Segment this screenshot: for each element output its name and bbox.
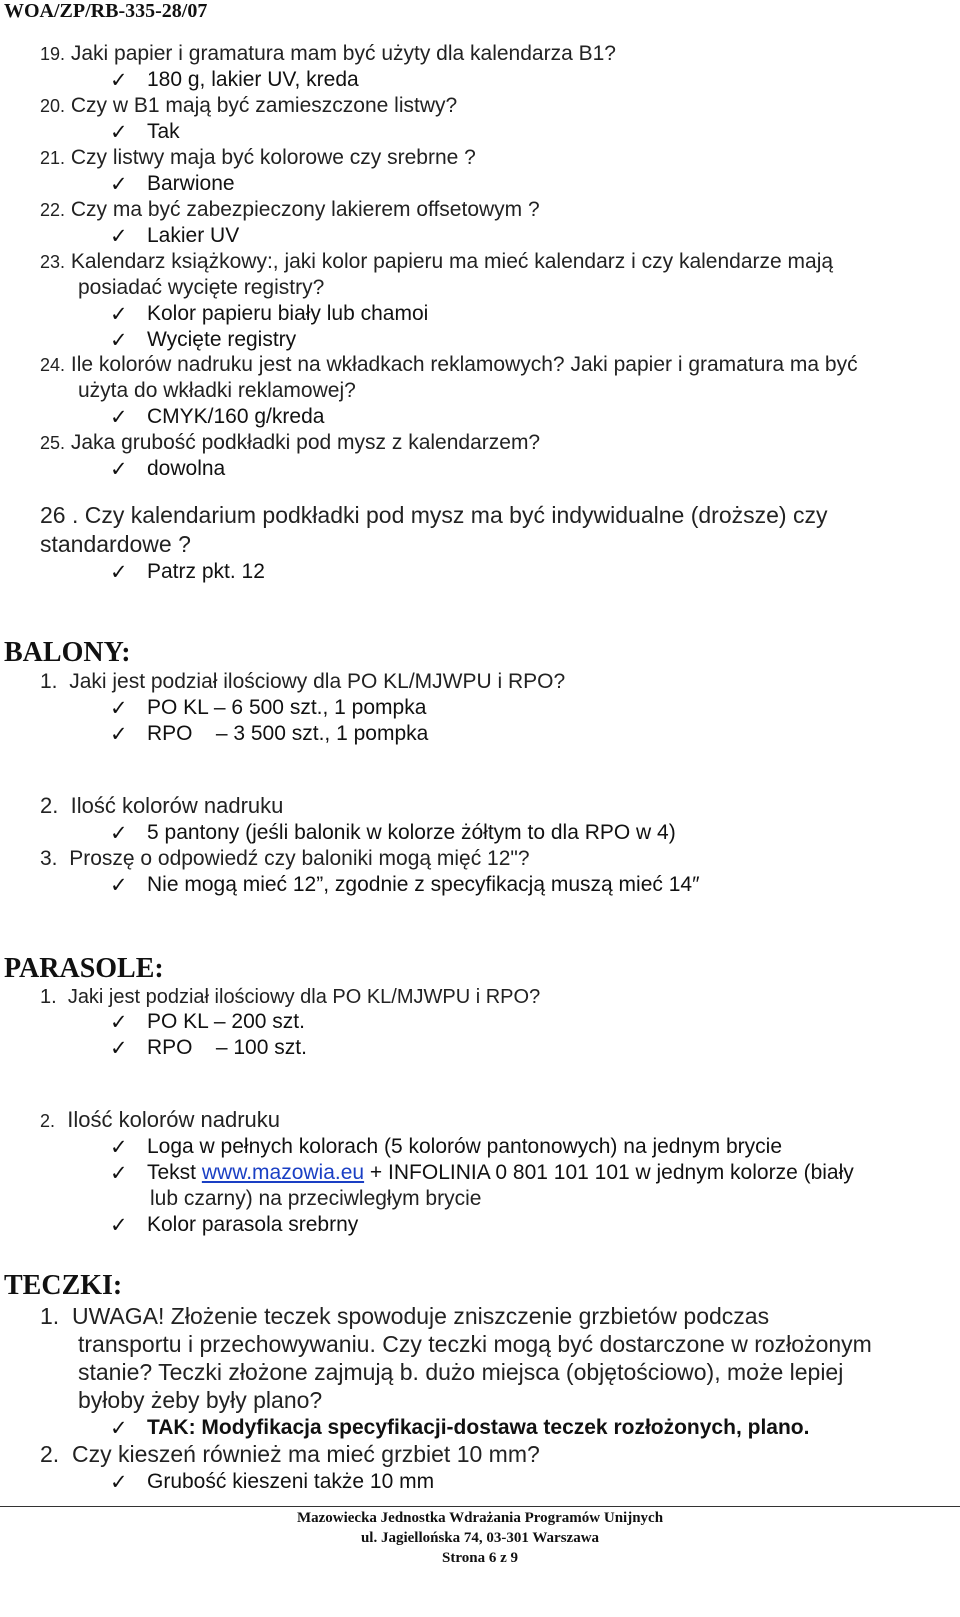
check-icon: ✓ — [110, 458, 128, 481]
question-19: 19. Jaki papier i gramatura mam być użyty dla kalendarza B1? — [40, 42, 616, 65]
balony-question-2: 2. Ilość kolorów nadruku — [40, 793, 284, 818]
balony-question-1: 1. Jaki jest podział ilościowy dla PO KL/MJWPU i RPO? — [40, 670, 566, 693]
teczki-question-1: 1. UWAGA! Złożenie teczek spowoduje zniszczenie grzbietów podczas — [40, 1303, 770, 1329]
check-icon: ✓ — [110, 1011, 128, 1034]
parasole-question-2: 2. Ilość kolorów nadruku — [40, 1107, 281, 1132]
question-25: 25. Jaka grubość podkładki pod mysz z kalendarzem? — [40, 431, 541, 454]
check-icon: ✓ — [110, 303, 128, 326]
footer-org-name: Mazowiecka Jednostka Wdrażania Programów Unijnych — [296, 1510, 664, 1526]
check-icon: ✓ — [110, 1037, 128, 1060]
section-title-balony: BALONY: — [4, 637, 131, 668]
check-icon: ✓ — [110, 822, 128, 845]
teczki-question-2: 2. Czy kieszeń również ma mieć grzbiet 10 mm? — [40, 1441, 540, 1467]
check-icon: ✓ — [110, 173, 128, 196]
section-title-parasole: PARASOLE: — [4, 953, 164, 984]
check-icon: ✓ — [110, 697, 128, 720]
check-icon: ✓ — [110, 225, 128, 248]
check-icon: ✓ — [110, 561, 128, 584]
question-23: 23. Kalendarz książkowy:, jaki kolor papieru ma mieć kalendarz i czy kalendarze mają — [40, 250, 834, 273]
website-link[interactable]: www.mazowia.eu — [201, 1161, 365, 1184]
question-20: 20. Czy w B1 mają być zamieszczone listwy? — [40, 94, 458, 117]
footer-divider — [0, 1506, 960, 1507]
check-icon: ✓ — [110, 121, 128, 144]
check-icon: ✓ — [110, 1136, 128, 1159]
footer-address: ul. Jagiellońska 74, 03-301 Warszawa — [360, 1530, 600, 1546]
teczki-question-1-line4: byłoby żeby były plano? — [78, 1387, 323, 1413]
question-24-cont: użyta do wkładki reklamowej? — [78, 379, 356, 402]
teczki-question-1-line2: transportu i przechowywaniu. Czy teczki mogą być dostarczone w rozłożonym — [78, 1331, 872, 1357]
check-icon: ✓ — [110, 723, 128, 746]
parasole-answer-2b-cont: lub czarny) na przeciwległym brycie — [150, 1187, 482, 1210]
question-22: 22. Czy ma być zabezpieczony lakierem offsetowym ? — [40, 198, 540, 221]
check-icon: ✓ — [110, 1417, 128, 1440]
check-icon: ✓ — [110, 69, 128, 92]
footer-page-number: Strona 6 z 9 — [442, 1550, 518, 1566]
question-26: 26 . Czy kalendarium podkładki pod mysz ma być indywidualne (droższe) czy — [40, 502, 828, 528]
balony-question-3: 3. Proszę o odpowiedź czy baloniki mogą mięć 12"? — [40, 847, 530, 870]
check-icon: ✓ — [110, 329, 128, 352]
section-title-teczki: TECZKI: — [4, 1270, 123, 1301]
question-21: 21. Czy listwy maja być kolorowe czy srebrne ? — [40, 146, 476, 169]
question-24: 24. Ile kolorów nadruku jest na wkładkach reklamowych? Jaki papier i gramatura ma być — [40, 353, 858, 376]
question-26-cont: standardowe ? — [40, 531, 191, 557]
teczki-question-1-line3: stanie? Teczki złożone zajmują b. dużo miejsca (objętościowo), może lepiej — [78, 1359, 844, 1385]
question-23-cont: posiadać wycięte registry? — [78, 276, 325, 299]
parasole-question-1: 1. Jaki jest podział ilościowy dla PO KL/MJWPU i RPO? — [40, 986, 541, 1008]
check-icon: ✓ — [110, 1214, 128, 1237]
document-id: WOA/ZP/RB-335-28/07 — [4, 0, 208, 22]
check-icon: ✓ — [110, 1471, 128, 1494]
check-icon: ✓ — [110, 874, 128, 897]
check-icon: ✓ — [110, 1162, 128, 1185]
check-icon: ✓ — [110, 406, 128, 429]
